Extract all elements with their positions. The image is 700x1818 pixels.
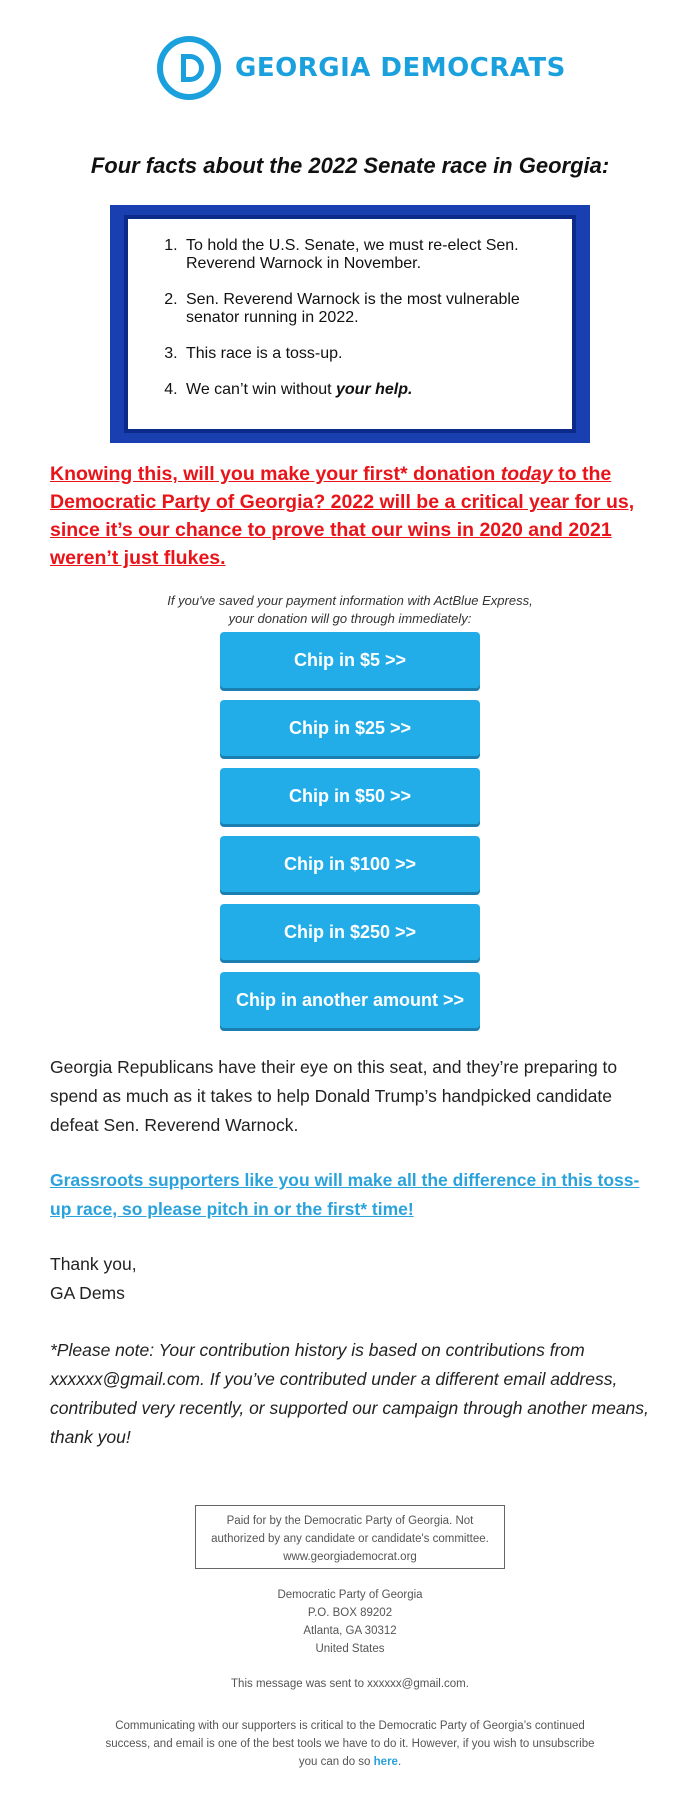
unsubscribe-end: . [397,1756,402,1768]
footer-address-line: Democratic Party of Georgia [277,1589,423,1601]
chip-in-other-amount-button[interactable]: Chip in another amount >> [220,972,480,1028]
fact-item [182,381,536,399]
fact-emphasis: your help. [336,381,413,398]
chip-in-25-button[interactable]: Chip in $25 >> [220,700,480,756]
appeal-text-1[interactable]: Knowing this, will you make your first* donation [50,463,501,485]
appeal-text-2[interactable]: to the Democratic Party of Georgia? 2022 will be a critical year for us, since it’s our chance to prove that our wins in 2020 and 2021 weren’t just flukes. [50,463,635,569]
contribution-note: *Please note: Your contribution history is based on contributions from xxxxxx@gmail.com. If you’ve contributed under a different email address, contributed very recently, or supported our campaign through another means, thank you! [50,1340,649,1447]
footer-address-line: United States [315,1643,385,1655]
actblue-note [0,592,700,628]
unsubscribe-link[interactable]: here [373,1756,398,1768]
brand-name: GEORGIA DEMOCRATS [235,53,566,83]
chip-in-5-button[interactable]: Chip in $5 >> [220,632,480,688]
chip-in-100-button[interactable]: Chip in $100 >> [220,836,480,892]
grassroots-link[interactable]: Grassroots supporters like you will make all the difference in this toss-up race, so please pitch in or the first* time! [50,1170,640,1219]
facts-list [124,237,536,417]
georgia-democrats-logo[interactable] [157,36,566,100]
footer-address-line: Atlanta, GA 30312 [303,1625,397,1637]
actblue-note-line2: your donation will go through immediately: [228,611,472,626]
page-title: Four facts about the 2022 Senate race in Georgia: [90,153,610,178]
body-paragraph: Georgia Republicans have their eye on this seat, and they’re preparing to spend as much as it takes to help Donald Trump’s handpicked candidate defeat Sen. Reverend Warnock. [50,1057,618,1135]
actblue-note-line1: If you've saved your payment information with ActBlue Express, [167,593,533,608]
d-logo-icon [157,36,221,100]
paid-for-disclaimer: Paid for by the Democratic Party of Georgia. Not authorized by any candidate or candidate's committee. www.georgiademocrat.org [195,1505,505,1569]
signature: GA Dems [50,1283,125,1303]
unsubscribe-notice [100,1717,600,1771]
fact-item: 2. Sen. Reverend Warnock is the most vulnerable senator running in 2022. [182,291,536,327]
fact-text: We can’t win without [186,381,336,398]
facts-box [110,205,590,443]
appeal-emphasis[interactable]: today [500,463,553,485]
sent-to-notice: This message was sent to xxxxxx@gmail.com. [231,1678,469,1690]
donation-appeal-link[interactable] [50,460,660,572]
chip-in-250-button[interactable]: Chip in $250 >> [220,904,480,960]
fact-item: 3. This race is a toss-up. [182,345,536,363]
signoff: Thank you, [50,1254,137,1274]
unsubscribe-text: Communicating with our supporters is critical to the Democratic Party of Georgia’s continued success, and email is one of the best tools we have to do it. However, if you wish to unsubscribe you can do so [105,1720,595,1768]
footer-address-line: P.O. BOX 89202 [307,1607,393,1619]
chip-in-50-button[interactable]: Chip in $50 >> [220,768,480,824]
fact-item: 1. To hold the U.S. Senate, we must re-elect Sen. Reverend Warnock in November. [182,237,536,273]
